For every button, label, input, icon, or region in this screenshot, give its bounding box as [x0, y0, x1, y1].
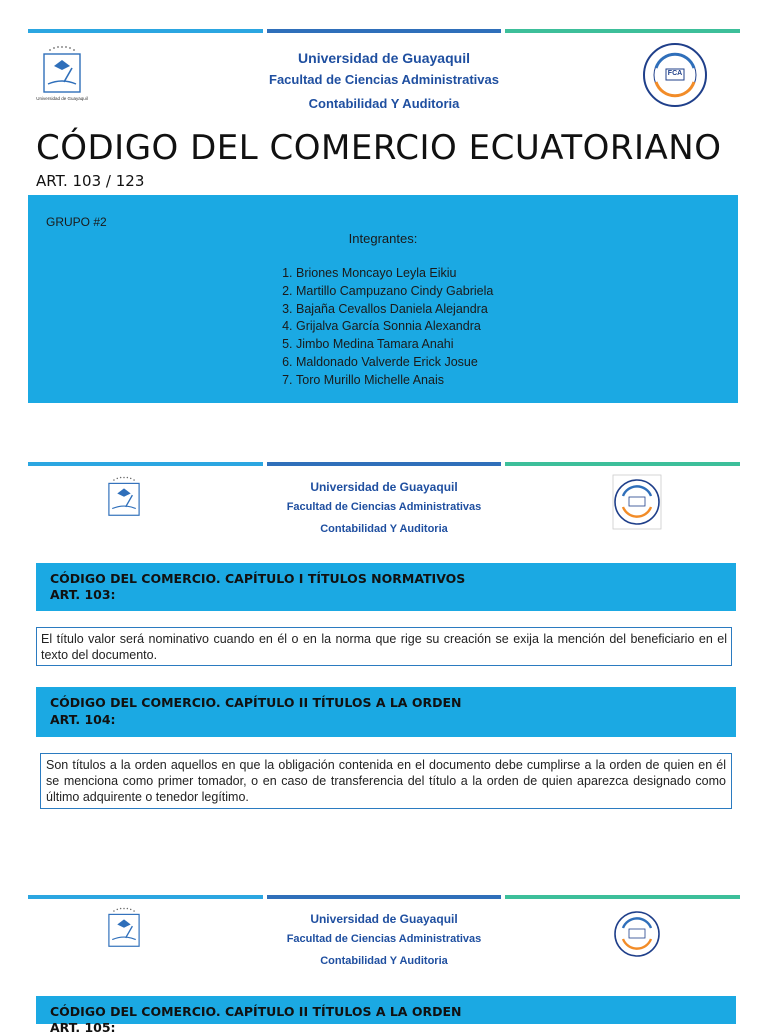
bar-blue: [28, 895, 263, 899]
faculty-name: Facultad de Ciencias Administrativas: [269, 72, 499, 87]
faculty-seal-logo: [612, 906, 662, 962]
career-name: Contabilidad Y Auditoria: [320, 523, 448, 535]
list-item: 7. Toro Murillo Michelle Anais: [296, 372, 493, 390]
faculty-name: Facultad de Ciencias Administrativas: [286, 501, 482, 513]
list-item: 4. Grijalva García Sonnia Alexandra: [296, 318, 493, 336]
bar-teal: [505, 895, 740, 899]
career-name: Contabilidad Y Auditoria: [308, 96, 460, 111]
main-subtitle: ART. 103 / 123: [36, 172, 145, 190]
group-label: GRUPO #2: [46, 215, 107, 229]
university-name: Universidad de Guayaquil: [310, 912, 458, 926]
header-color-bars: [28, 895, 740, 899]
main-title: CÓDIGO DEL COMERCIO ECUATORIANO: [36, 128, 722, 168]
logo-caption: Universidad de Guayaquil: [36, 96, 88, 101]
list-item: 6. Maldonado Valverde Erick Josue: [296, 354, 493, 372]
integrantes-label: Integrantes:: [348, 231, 418, 246]
faculty-name: Facultad de Ciencias Administrativas: [286, 933, 482, 945]
university-name: Universidad de Guayaquil: [298, 50, 470, 66]
section-article: ART. 104:: [50, 712, 116, 727]
university-name: Universidad de Guayaquil: [310, 480, 458, 494]
list-item: 5. Jimbo Medina Tamara Anahi: [296, 336, 493, 354]
list-item: 1. Briones Moncayo Leyla Eikiu: [296, 265, 493, 283]
article-text: Son títulos a la orden aquellos en que la obligación contenida en el documento debe cumplirse a la orden de quien en él se menciona como primer tomador, o en caso de transferencia del título a la orden de quien aparezca designado como último adquirente o tenedor legítimo.: [40, 753, 732, 809]
section-title: CÓDIGO DEL COMERCIO. CAPÍTULO II TÍTULOS A LA ORDEN: [50, 695, 462, 710]
section-title: CÓDIGO DEL COMERCIO. CAPÍTULO I TÍTULOS NORMATIVOS: [50, 571, 466, 586]
career-name: Contabilidad Y Auditoria: [320, 955, 448, 967]
list-item: 2. Martillo Campuzano Cindy Gabriela: [296, 283, 493, 301]
section-article: ART. 103:: [50, 587, 116, 602]
section-heading: [36, 996, 736, 1035]
article-text: El título valor será nominativo cuando en él o en la norma que rige su creación se exija la mención del beneficiario en el texto del documento.: [36, 627, 732, 666]
list-item: 3. Bajaña Cevallos Daniela Alejandra: [296, 301, 493, 319]
section-title: CÓDIGO DEL COMERCIO. CAPÍTULO II TÍTULOS A LA ORDEN: [50, 1004, 462, 1019]
section-article: ART. 105:: [50, 1020, 116, 1035]
bar-navy: [267, 895, 502, 899]
seal-center-text: FCA: [667, 70, 683, 77]
